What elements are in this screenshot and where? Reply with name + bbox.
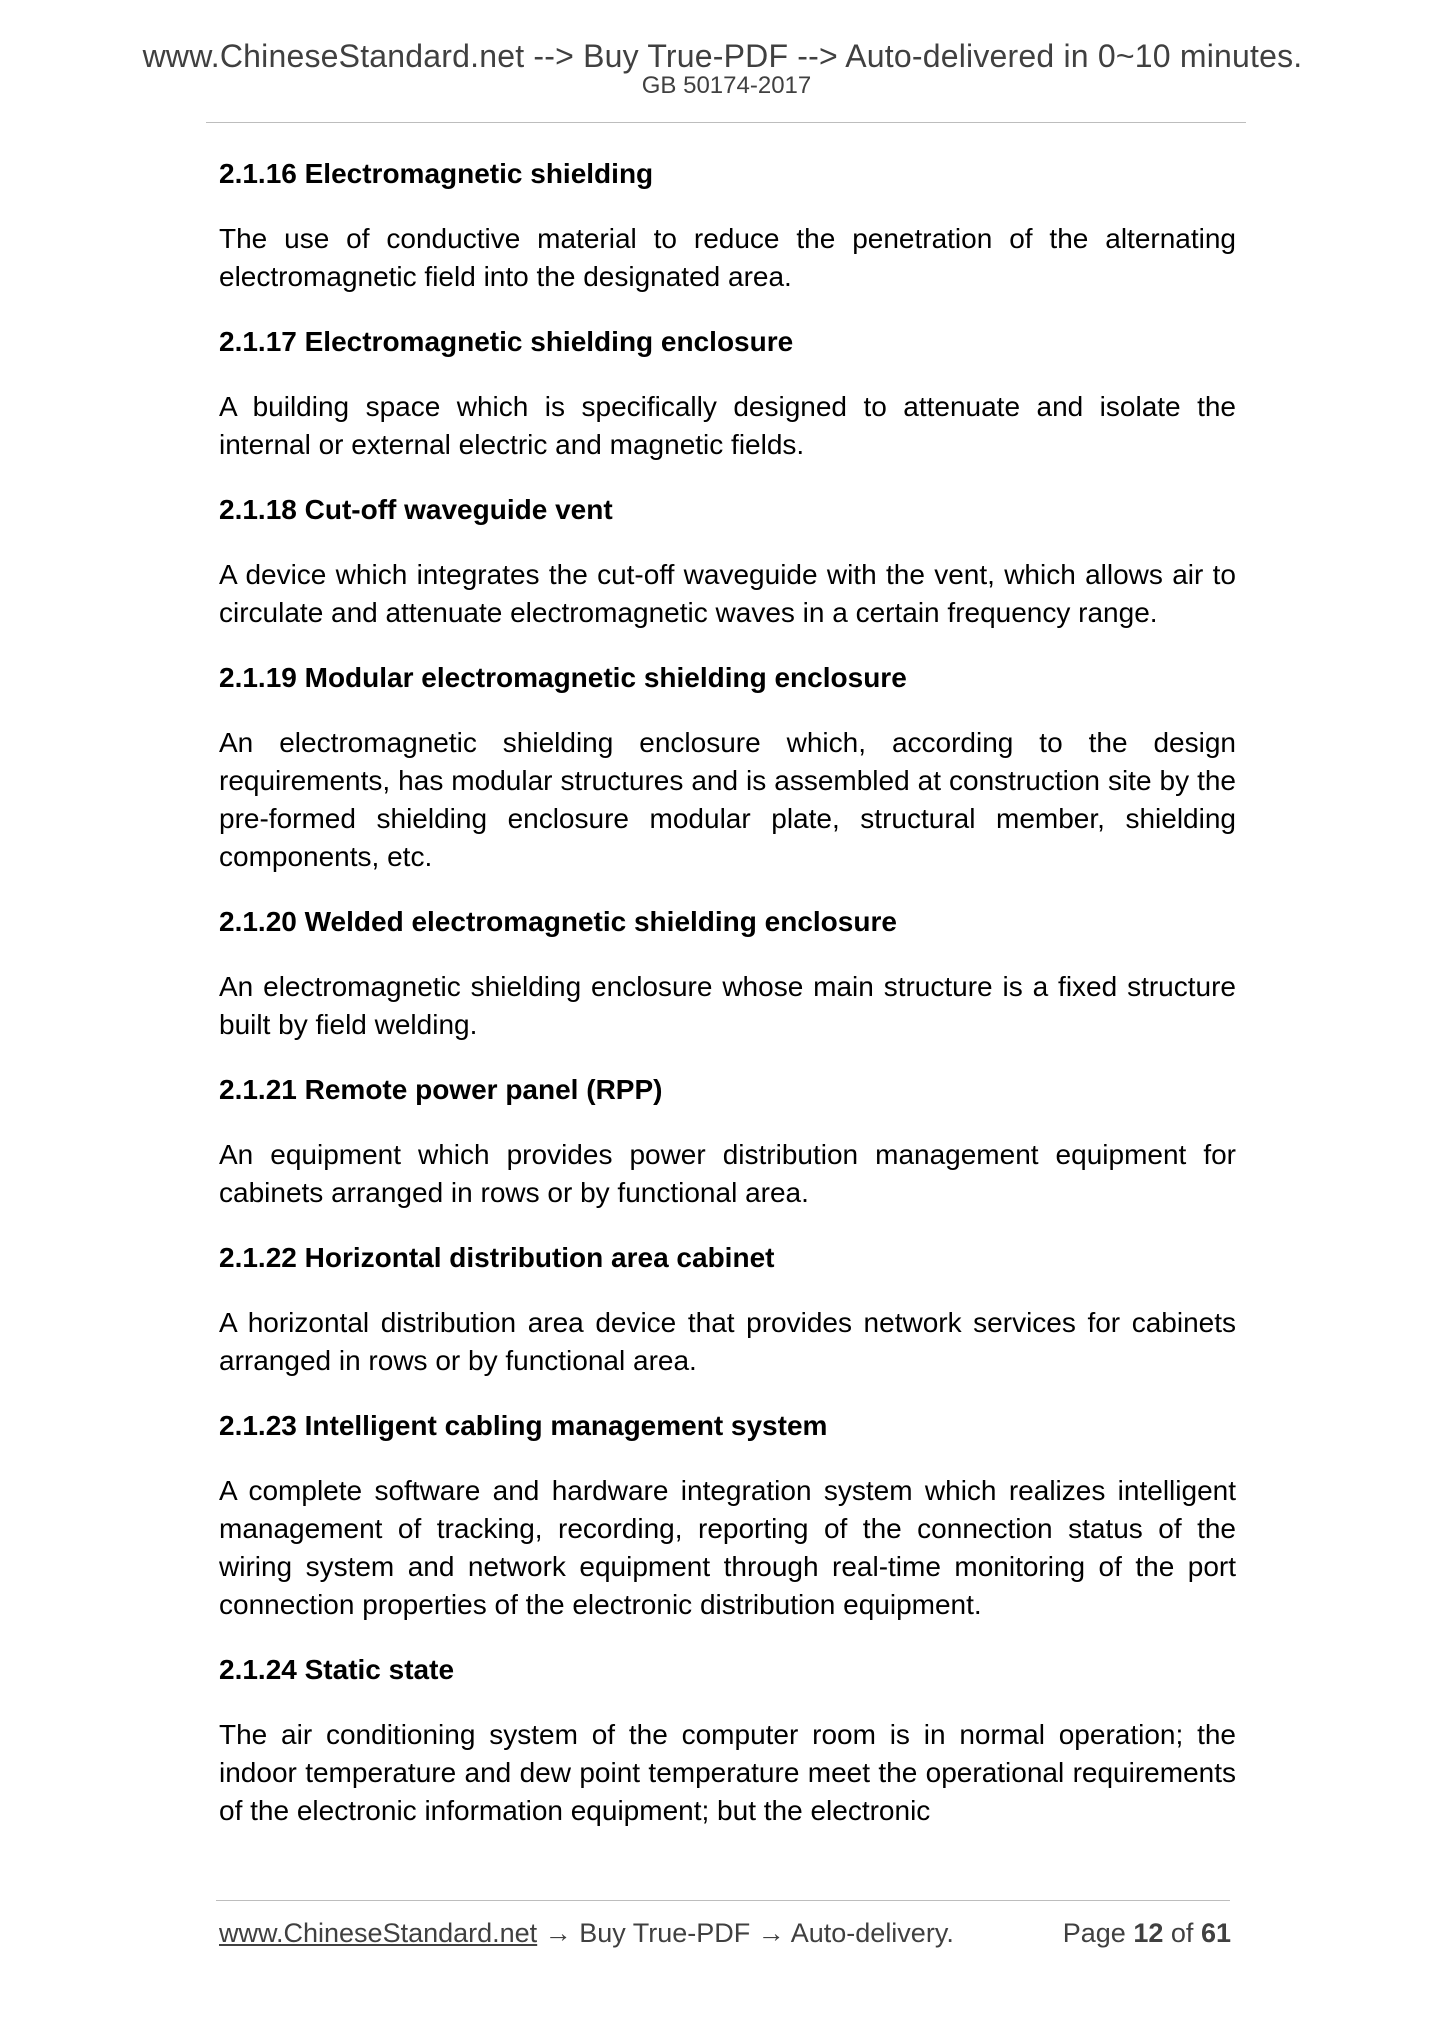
- section-2-1-22: [219, 1239, 1236, 1380]
- document-body: [219, 155, 1236, 1857]
- footer-website-link[interactable]: www.ChineseStandard.net: [219, 1918, 538, 1948]
- page-label: Page: [1062, 1918, 1126, 1948]
- section-2-1-23: [219, 1407, 1236, 1624]
- section-heading: 2.1.21 Remote power panel (RPP): [219, 1074, 663, 1105]
- section-2-1-16: [219, 155, 1236, 296]
- section-2-1-21: [219, 1071, 1236, 1212]
- section-paragraph: An electromagnetic shielding enclosure which, according to the design requirements, has modular structures and is assembled at construction site by the pre-formed shielding enclosure modular plate, structural member, shielding components, etc.: [219, 727, 1236, 872]
- section-paragraph: A horizontal distribution area device that provides network services for cabinets arranged in rows or by functional area.: [219, 1307, 1236, 1376]
- section-paragraph: An electromagnetic shielding enclosure whose main structure is a fixed structure built by field welding.: [219, 971, 1236, 1040]
- section-heading: 2.1.22 Horizontal distribution area cabinet: [219, 1242, 775, 1273]
- section-2-1-24: [219, 1651, 1236, 1830]
- section-paragraph: A building space which is specifically designed to attenuate and isolate the internal or external electric and magnetic fields.: [219, 391, 1236, 460]
- section-heading: 2.1.18 Cut-off waveguide vent: [219, 494, 613, 525]
- section-heading: 2.1.24 Static state: [219, 1654, 455, 1685]
- document-code: GB 50174-2017: [641, 72, 812, 99]
- footer-tagline: → Buy True-PDF → Auto-delivery.: [537, 1918, 954, 1948]
- footer-divider: [216, 1900, 1230, 1901]
- section-paragraph: An equipment which provides power distribution management equipment for cabinets arranged in rows or by functional area.: [219, 1139, 1236, 1208]
- section-paragraph: The use of conductive material to reduce the penetration of the alternating electromagnetic field into the designated area.: [219, 223, 1236, 292]
- section-paragraph: A complete software and hardware integration system which realizes intelligent management of tracking, recording, reporting of the connection status of the wiring system and network equipment through real-time monitoring of the port connection properties of the electronic distribution equipment.: [219, 1475, 1236, 1620]
- section-paragraph: A device which integrates the cut-off waveguide with the vent, which allows air to circulate and attenuate electromagnetic waves in a certain frequency range.: [219, 559, 1236, 628]
- of-label: of: [1170, 1918, 1194, 1948]
- section-heading: 2.1.17 Electromagnetic shielding enclosure: [219, 326, 794, 357]
- section-2-1-19: [219, 659, 1236, 876]
- section-heading: 2.1.19 Modular electromagnetic shielding enclosure: [219, 662, 907, 693]
- page-footer: [219, 1918, 1231, 1949]
- section-heading: 2.1.16 Electromagnetic shielding: [219, 158, 654, 189]
- section-paragraph: The air conditioning system of the computer room is in normal operation; the indoor temperature and dew point temperature meet the operational requirements of the electronic information equipment; but the electronic: [219, 1719, 1236, 1826]
- page-indicator: [1063, 1918, 1231, 1949]
- total-pages: 61: [1200, 1918, 1231, 1948]
- current-page-number: 12: [1133, 1918, 1164, 1948]
- section-2-1-17: [219, 323, 1236, 464]
- site-banner: www.ChineseStandard.net --> Buy True-PDF --> Auto-delivered in 0~10 minutes.: [142, 38, 1303, 74]
- section-2-1-20: [219, 903, 1236, 1044]
- section-2-1-18: [219, 491, 1236, 632]
- header-divider: [206, 122, 1246, 123]
- section-heading: 2.1.23 Intelligent cabling management system: [219, 1410, 828, 1441]
- section-heading: 2.1.20 Welded electromagnetic shielding enclosure: [219, 906, 897, 937]
